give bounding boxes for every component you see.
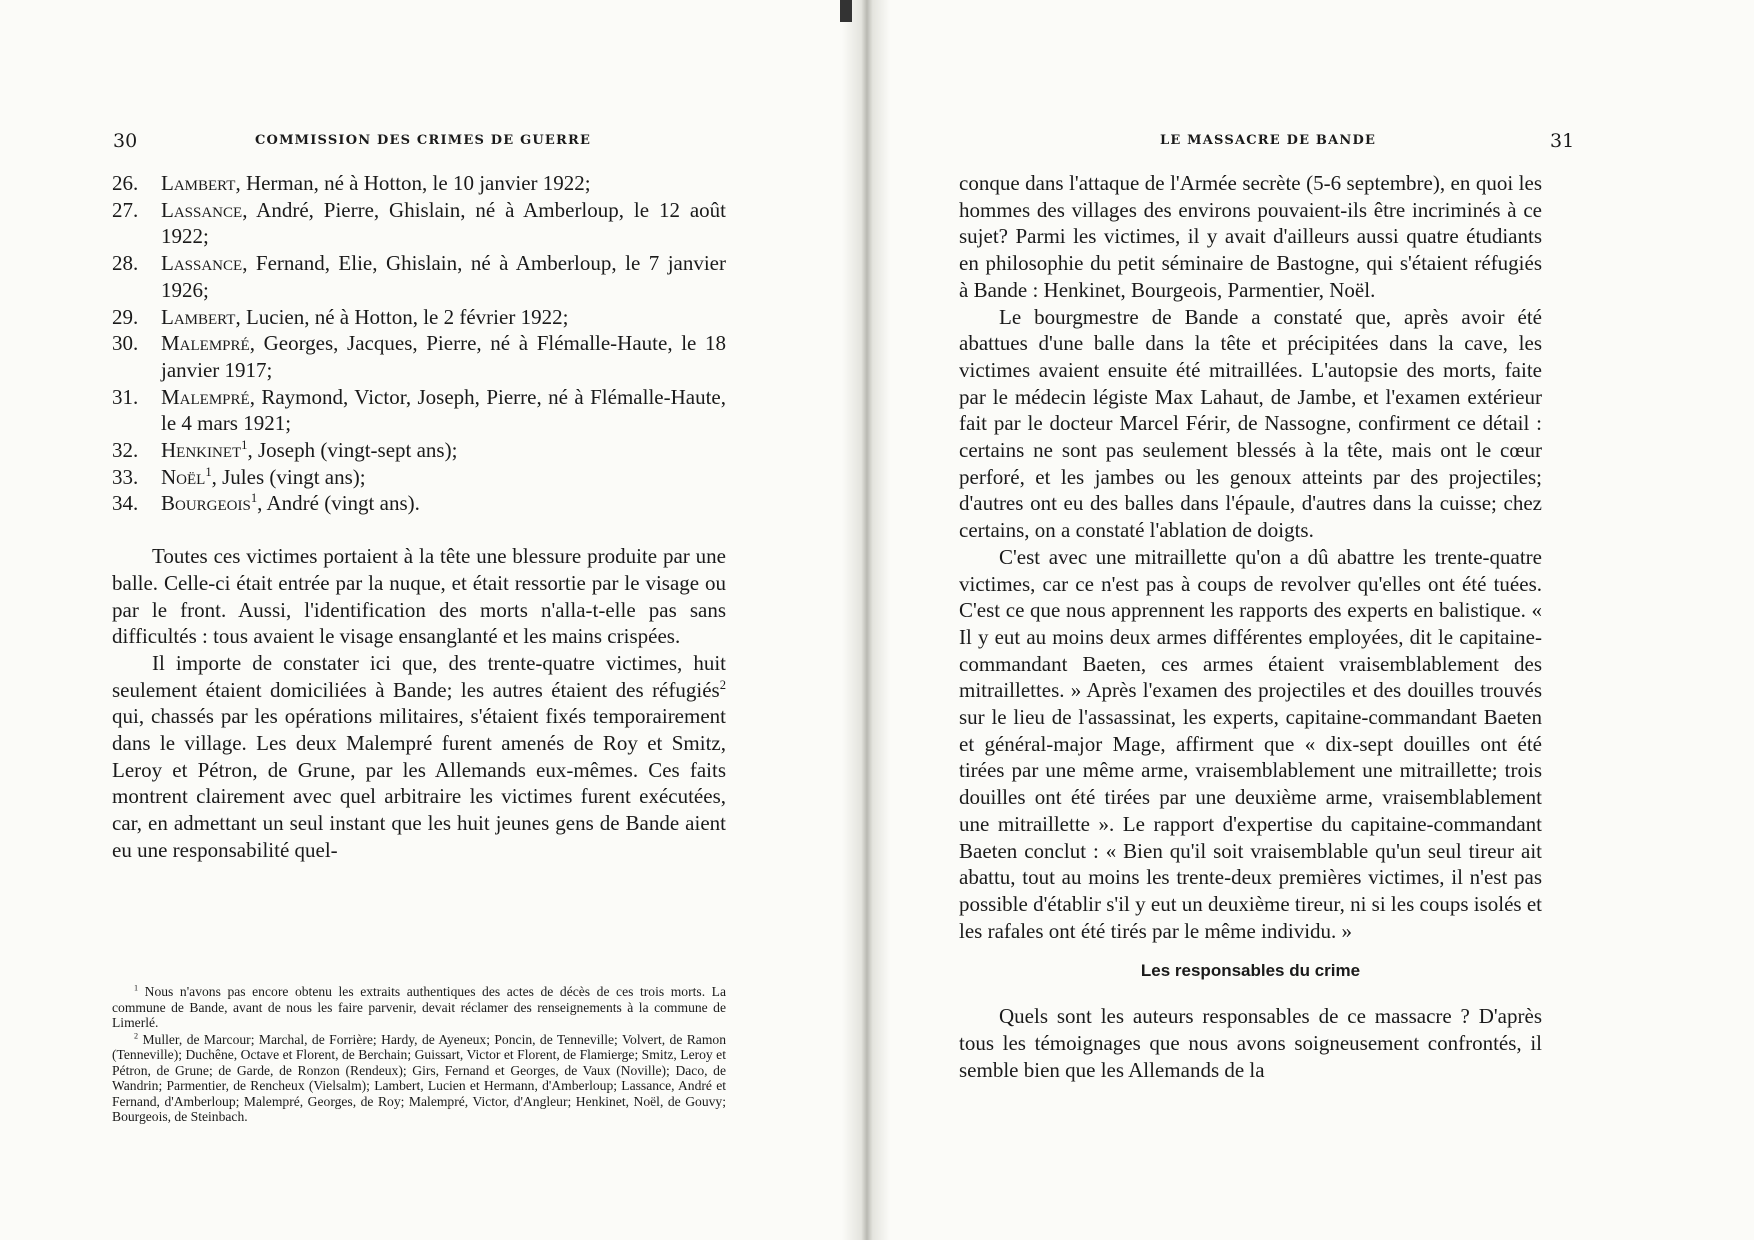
paragraph: Le bourgmestre de Bande a constaté que, après avoir été abattues d'une balle dans la tête et précipitées dans la cave, les victimes avaient ensuite été mitraillées. L'autopsie des morts, faite par le médecin légiste Max Lahaut, de Jambe, et l'examen extérieur fait par le docteur Marcel Férir, de Nassogne, confirment ce détail : certains ne sont pas seulement blessés à la tête, mais ont le cœur perforé, et les jambes ou les genoux atteints par des projectiles; d'autres ont eu des balles dans l'épaule, d'autres dans la cuisse; chez certains, on a constaté l'ablation de doigts. (959, 304, 1542, 543)
paragraph-text: Il importe de constater ici que, des trente-quatre victimes, huit seulement étaient domiciliées à Bande; les autres étaient des réfugiés (112, 650, 726, 702)
footnote-text: Muller, de Marcour; Marchal, de Forrière; Hardy, de Ayeneux; Poncin, de Tenneville; Volvert, de Ramon (Tenneville); Duchêne, Octave et Florent, de Berchain; Guissart, Victor et Florent, de Flamierge; Smitz, Leroy et Pétron, de Grune; de Garde, de Ronzon (Rendeux); Girs, Fernand et Georges, de Vaux (Noville); Daco, de Wandrin; Parmentier, de Rencheux (Vielsalm); Lambert, Lucien et Hermann, d'Amberloup; Lassance, André et Fernand, d'Amberloup; Malempré, Georges, de Roy; Malempré, Victor, d'Angleur; Henkinet, Noël, de Gouvy; Bourgeois, de Steinbach. (112, 1031, 726, 1124)
entry-number: 29. (112, 304, 139, 329)
list-item (112, 250, 726, 303)
entry-number: 27. (112, 197, 139, 222)
victim-details: , André (vingt ans). (257, 491, 420, 516)
list-item (112, 437, 726, 464)
victim-details: , Joseph (vingt-sept ans); (247, 438, 458, 463)
entry-number: 26. (112, 171, 139, 195)
list-item (112, 170, 726, 197)
victim-details: , Georges, Jacques, Pierre, né à Flémalle-Haute, le 18 janvier 1917; (161, 331, 726, 382)
list-item (112, 384, 726, 437)
entry-text (161, 170, 726, 197)
footnote-ref: 1 (241, 438, 248, 453)
victim-details: , André, Pierre, Ghislain, né à Amberloup, le 12 août 1922; (161, 197, 726, 249)
entry-number: 30. (112, 331, 139, 356)
victim-details: , Lucien, né à Hotton, le 2 février 1922; (235, 304, 569, 329)
entry-text (161, 490, 726, 517)
list-item (112, 490, 726, 517)
entry-number: 34. (112, 491, 139, 516)
victim-surname: Malempré (161, 331, 250, 356)
paragraph: conque dans l'attaque de l'Armée secrète (5-6 septembre), en quoi les hommes des villages des environs pouvaient-ils être incriminés à ce sujet? Parmi les victimes, il y avait d'ailleurs aussi quatre étudiants en philosophie du petit séminaire de Bastogne, qui s'étaient réfugiés à Bande : Henkinet, Bourgeois, Parmentier, Noël. (959, 171, 1542, 302)
left-page (0, 0, 866, 1240)
paragraph-text: qui, chassés par les opérations militaires, s'étaient fixés temporairement dans le village. Les deux Malempré furent amenés de Roy et Smitz, Leroy et Pétron, de Grune, par les Allemands eux-mêmes. Ces faits montrent clairement avec quel arbitraire les victimes furent exécutées, car, en admettant un seul instant que les huit jeunes gens de Bande aient eu une responsabilité quel- (112, 704, 726, 862)
footnote-mark: 1 (134, 983, 139, 993)
paragraph: Toutes ces victimes portaient à la tête une blessure produite par une balle. Celle-ci était entrée par la nuque, et était ressortie par le visage ou par le front. Aussi, l'identification des morts n'alla-t-elle pas sans difficultés : tous avaient le visage ensanglanté et les mains crispées. (112, 544, 726, 649)
entry-text (161, 250, 726, 303)
entry-text (161, 384, 726, 437)
list-item (112, 304, 726, 331)
footnote-ref: 2 (719, 677, 726, 692)
page-number: 30 (113, 130, 138, 152)
entry-text (161, 304, 726, 331)
victim-details: , Jules (vingt ans); (211, 464, 366, 489)
victim-surname: Lassance (161, 251, 243, 276)
book-gutter (842, 0, 890, 1240)
victim-list (112, 170, 726, 517)
victim-details: , Herman, né à Hotton, le 10 janvier 1922; (235, 171, 591, 195)
footnote-ref: 1 (205, 464, 212, 479)
entry-text (161, 330, 726, 383)
running-head: LE MASSACRE DE BANDE (1160, 133, 1377, 148)
victim-surname: Malempré (161, 384, 250, 409)
entry-text (161, 197, 726, 250)
left-text-column (112, 170, 726, 864)
running-head: COMMISSION DES CRIMES DE GUERRE (255, 133, 592, 148)
section-heading: Les responsables du crime (1140, 961, 1361, 981)
footnote (112, 984, 726, 1031)
paragraph (112, 650, 726, 864)
entry-number: 31. (112, 384, 139, 409)
victim-details: , Fernand, Elie, Ghislain, né à Amberloup, le 7 janvier 1926; (161, 251, 726, 302)
footnotes (112, 984, 726, 1126)
victim-surname: Lambert (161, 171, 236, 195)
victim-surname: Lambert (161, 304, 236, 329)
victim-surname: Lassance (161, 197, 243, 222)
right-page (866, 0, 1754, 1240)
entry-number: 28. (112, 251, 139, 276)
list-item (112, 330, 726, 383)
paragraph: C'est avec une mitraillette qu'on a dû abattre les trente-quatre victimes, car ce n'est pas à coups de revolver qu'elles ont été tuées. C'est ce que nous apprennent les rapports des experts en balistique. « Il y eut au moins deux armes différentes employées, dit le capitaine-commandant Baeten, ces armes étaient vraisemblablement des mitraillettes. » Après l'examen des projectiles et des douilles trouvés sur le lieu de l'assassinat, les experts, capitaine-commandant Baeten et général-major Mage, affirment que « dix-sept douilles ont été tirées par une même arme, vraisemblablement une mitraillette; trois douilles ont été tirées par une deuxième arme, vraisemblablement une mitraillette ». Le rapport d'expertise du capitaine-commandant Baeten conclut : « Bien qu'il soit vraisemblable qu'un seul tireur ait abattu, tout au moins les trente-deux premières victimes, il n'est pas possible d'établir s'il y eut un deuxième tireur, ni si les coups isolés et les rafales ont été tirés par le même individu. » (959, 544, 1542, 943)
footnote-ref: 1 (250, 491, 258, 506)
paragraph: Quels sont les auteurs responsables de ce massacre ? D'après tous les témoignages que nous avons soigneusement confrontés, il semble bien que les Allemands de la (959, 1004, 1542, 1082)
list-item (112, 197, 726, 250)
victim-details: , Raymond, Victor, Joseph, Pierre, né à Flémalle-Haute, le 4 mars 1921; (161, 384, 726, 436)
entry-number: 32. (112, 438, 139, 463)
list-item (112, 464, 726, 491)
victim-surname: Bourgeois (161, 491, 251, 516)
binding-edge (840, 0, 852, 22)
right-text-column (959, 170, 1542, 1083)
footnote (112, 1032, 726, 1125)
footnote-text: Nous n'avons pas encore obtenu les extraits authentiques des actes de décès de ces trois morts. La commune de Bande, avant de nous les faire parvenir, devait réclamer des renseignements à la commune de Limerlé. (112, 984, 726, 1030)
page-number: 31 (1550, 130, 1575, 152)
victim-surname: Noël (161, 464, 206, 489)
entry-text (161, 464, 726, 491)
victim-surname: Henkinet (161, 438, 242, 463)
footnote-mark: 2 (134, 1030, 139, 1040)
entry-number: 33. (112, 464, 139, 489)
entry-text (161, 437, 726, 464)
